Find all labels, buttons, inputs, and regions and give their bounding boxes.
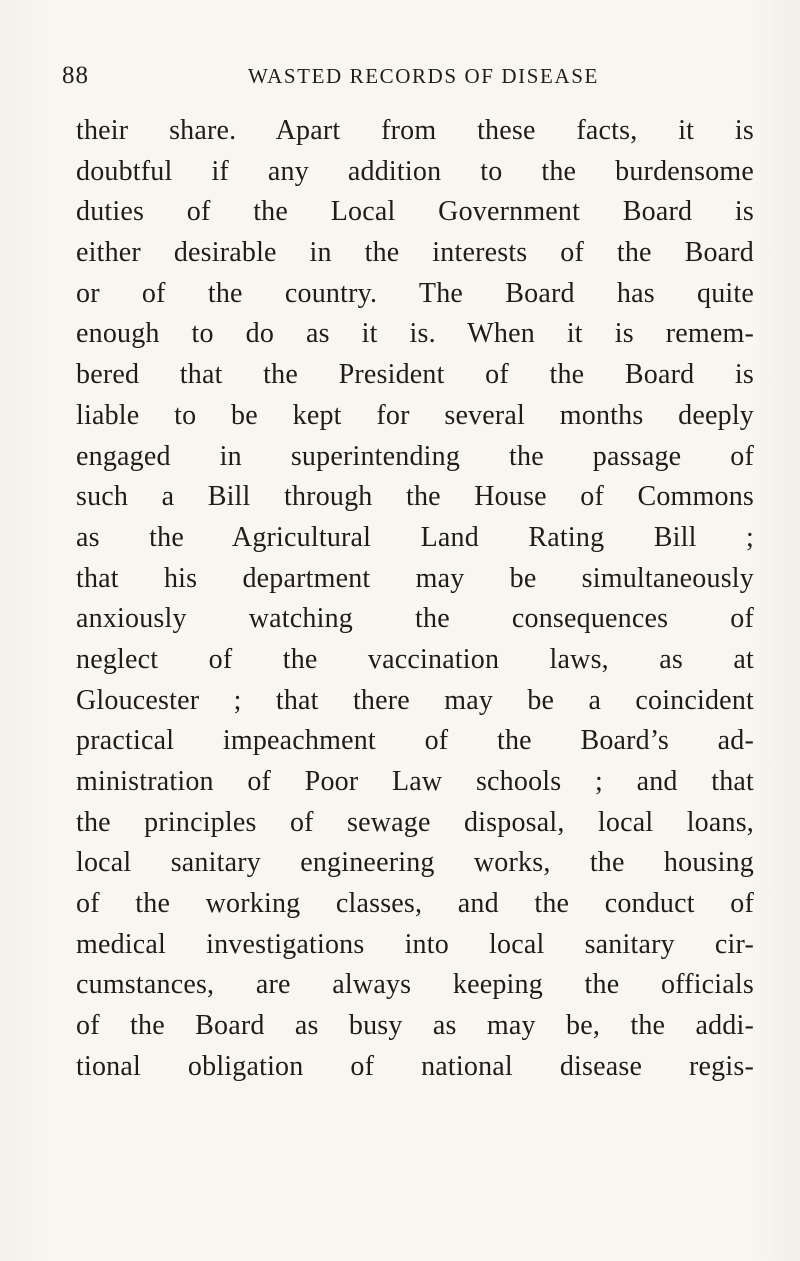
text-line: local sanitary engineering works, the housing [76, 847, 754, 879]
text-line: engaged in superintending the passage of [76, 440, 754, 472]
text-line: bered that the President of the Board is [76, 359, 754, 391]
text-line: the principles of sewage disposal, local loans, [76, 806, 754, 838]
running-title: WASTED RECORDS OF DISEASE [248, 64, 599, 88]
text-line: ministration of Poor Law schools ; and that [76, 766, 754, 797]
text-line: practical impeachment of the Board’s ad- [76, 725, 754, 757]
text-line: duties of the Local Government Board is [76, 196, 754, 228]
text-line: medical investigations into local sanitary cir- [76, 928, 754, 960]
text-line: tional obligation of national disease regis- [76, 1050, 754, 1082]
text-line: Gloucester ; that there may be a coincident [76, 684, 754, 716]
text-line: of the Board as busy as may be, the addi- [76, 1010, 754, 1042]
text-line: neglect of the vaccination laws, as at [76, 643, 754, 675]
page-number: 88 [62, 62, 89, 89]
text-line: or of the country. The Board has quite [76, 277, 754, 309]
text-line: liable to be kept for several months deeply [76, 399, 754, 431]
text-line: anxiously watching the consequences of [76, 603, 754, 635]
running-head [0, 62, 800, 96]
text-line: such a Bill through the House of Commons [76, 481, 754, 513]
text-line: as the Agricultural Land Rating Bill ; [76, 521, 754, 553]
text-line: either desirable in the interests of the Board [76, 237, 754, 269]
text-line: their share. Apart from these facts, it is [76, 115, 754, 146]
body-text [76, 111, 754, 1088]
text-line: that his department may be simultaneously [76, 562, 754, 594]
text-line: enough to do as it is. When it is remem- [76, 318, 754, 350]
text-line: of the working classes, and the conduct of [76, 888, 754, 920]
text-line: doubtful if any addition to the burdensome [76, 155, 754, 187]
text-line: cumstances, are always keeping the officials [76, 969, 754, 1001]
